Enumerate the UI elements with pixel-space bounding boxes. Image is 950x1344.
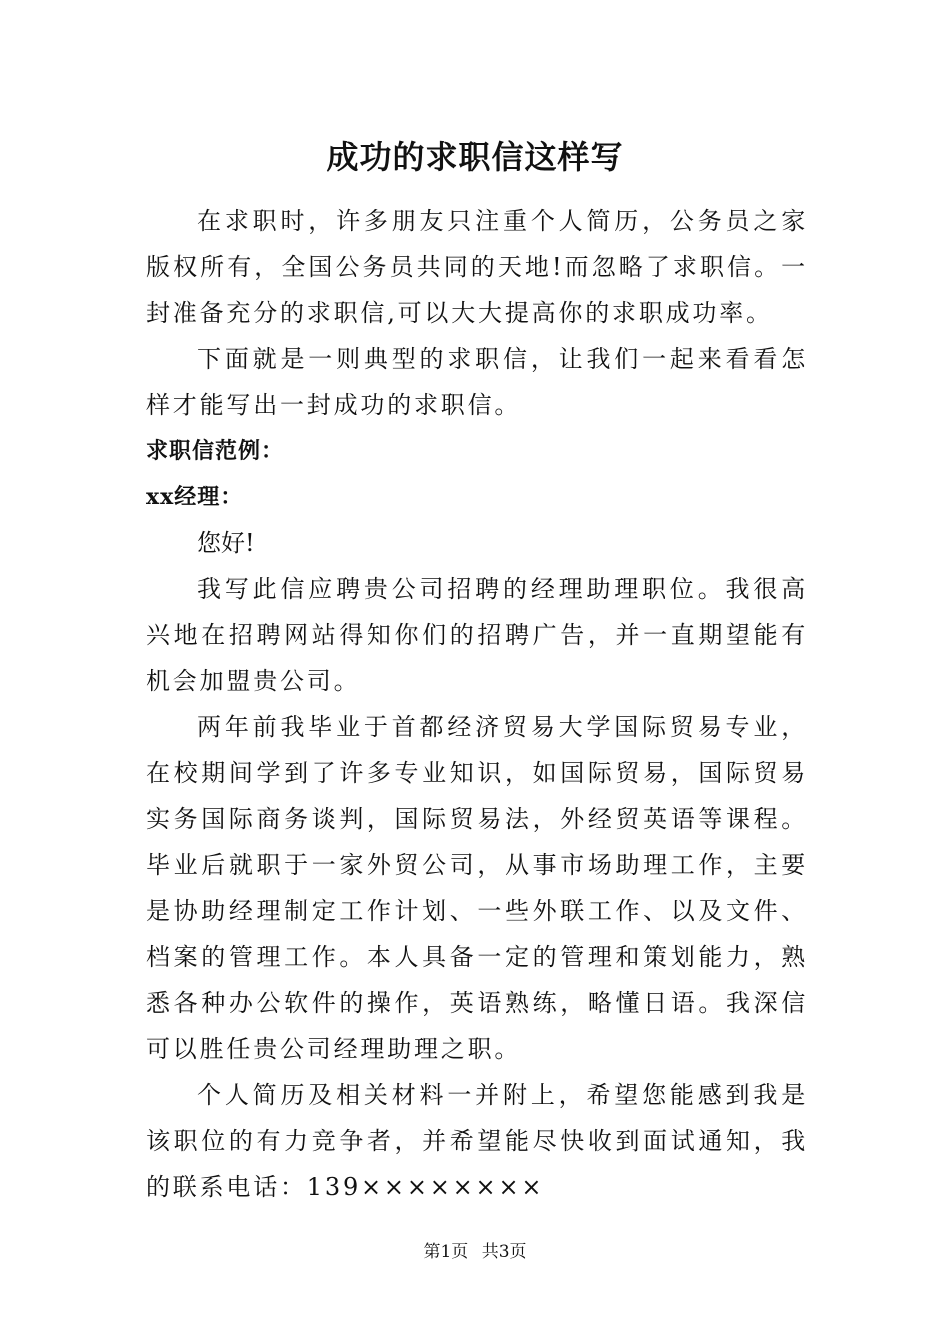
intro-paragraph-2: 下面就是一则典型的求职信，让我们一起来看看怎样才能写出一封成功的求职信。 [146, 345, 808, 419]
page-number-total: 共3页 [481, 1242, 527, 1262]
letter-paragraph-1: 我写此信应聘贵公司招聘的经理助理职位。我很高兴地在招聘网站得知你们的招聘广告，并一直期望能有机会加盟贵公司。 [146, 575, 808, 695]
document-body [146, 198, 808, 1210]
letter-greeting: 您好! [197, 529, 255, 557]
page-footer [0, 1240, 950, 1264]
sample-heading: 求职信范例： [146, 438, 285, 464]
page-number-current: 第1页 [423, 1242, 469, 1262]
document-title: 成功的求职信这样写 [326, 138, 624, 176]
letter-salutation: xx经理： [146, 484, 244, 510]
intro-paragraph-1: 在求职时，许多朋友只注重个人简历，公务员之家版权所有，全国公务员共同的天地!而忽略了求职信。一封准备充分的求职信,可以大大提高你的求职成功率。 [146, 207, 808, 327]
letter-paragraph-2: 两年前我毕业于首都经济贸易大学国际贸易专业，在校期间学到了许多专业知识，如国际贸易，国际贸易实务国际商务谈判，国际贸易法，外经贸英语等课程。毕业后就职于一家外贸公司，从事市场助理工作，主要是协助经理制定工作计划、一些外联工作、以及文件、档案的管理工作。本人具备一定的管理和策划能力，熟悉各种办公软件的操作，英语熟练，略懂日语。我深信可以胜任贵公司经理助理之职。 [146, 713, 808, 1063]
letter-paragraph-3: 个人简历及相关材料一并附上，希望您能感到我是该职位的有力竞争者，并希望能尽快收到面试通知，我的联系电话：139×××××××× [146, 1081, 808, 1201]
